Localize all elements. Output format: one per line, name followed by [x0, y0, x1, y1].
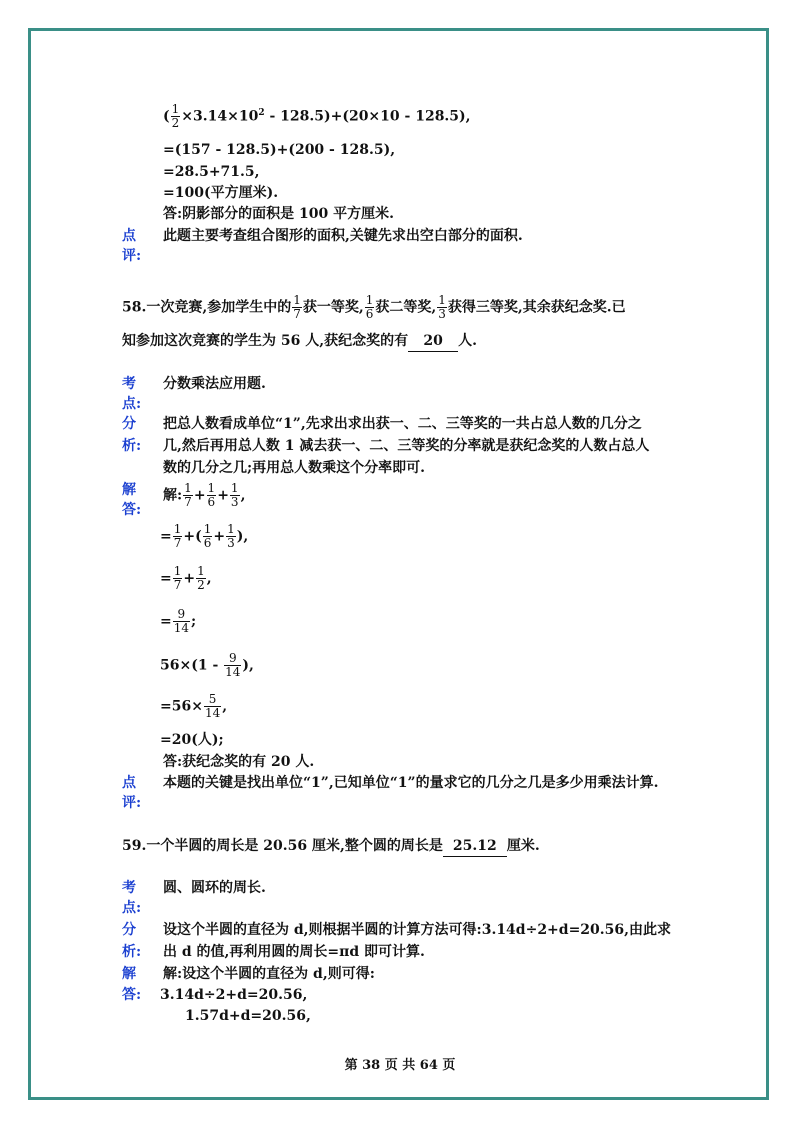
step-text: , [206, 570, 212, 587]
numerator: 1 [171, 102, 180, 117]
numerator: 5 [204, 693, 221, 707]
step-text: , [240, 487, 246, 504]
step-text: +( [183, 528, 202, 545]
denominator: 3 [227, 536, 235, 550]
denominator: 6 [365, 307, 374, 321]
exponent: 2 [258, 108, 265, 118]
numerator: 1 [230, 481, 239, 495]
denominator: 3 [230, 495, 239, 509]
numerator: 1 [173, 522, 182, 536]
jieda-label-2: 答: [122, 502, 142, 518]
question-text: 获一等奖, [302, 299, 364, 316]
numerator: 1 [197, 564, 205, 578]
step-text: =56× [160, 698, 203, 715]
eq-line-4: =100(平方厘米). [163, 185, 279, 201]
numerator: 1 [293, 293, 301, 307]
kaodian-label: 考 [122, 880, 136, 896]
question-59-line-1 [122, 836, 540, 857]
step-text: = [160, 570, 172, 587]
fraction [292, 294, 302, 321]
denominator: 6 [203, 536, 212, 550]
fraction [437, 294, 447, 321]
question-text: 厘米. [506, 838, 540, 854]
fraction [226, 523, 236, 550]
denominator: 7 [293, 307, 301, 321]
dianping-label: 点 [122, 775, 136, 791]
numerator: 1 [207, 481, 216, 495]
question-text: 获二等奖, [375, 299, 437, 316]
dianping-label-2: 评: [122, 795, 142, 811]
solution-step-3: = $\frac{1}{7}$ + $\frac{1}{2}$ , [160, 564, 212, 592]
question-text: 知参加这次竞赛的学生为 56 人,获纪念奖的有 [122, 333, 409, 349]
denominator: 2 [171, 116, 180, 131]
jieda-label-2: 答: [122, 987, 142, 1003]
fraction [171, 103, 181, 130]
answer-line: 答:阴影部分的面积是 100 平方厘米. [163, 206, 395, 222]
jieda-label: 解 [122, 482, 136, 498]
eq-line-2: =(157 - 128.5)+(200 - 128.5), [163, 142, 396, 158]
solution-step-1: 解: $\frac{1}{7}$ + $\frac{1}{6}$ + $\frac{1}{3}$ , [163, 481, 246, 509]
numerator: 1 [438, 293, 446, 307]
fraction [183, 482, 193, 509]
fenxi-label: 分 [122, 416, 136, 432]
kaodian-text: 圆、圆环的周长. [163, 880, 266, 896]
question-text: 人. [458, 333, 477, 349]
solution-step-7: =20(人); [160, 732, 224, 748]
step-text: 解: [163, 487, 183, 504]
kaodian-label-2: 点: [122, 900, 142, 916]
fraction [196, 565, 206, 592]
comment-label-2: 评: [122, 248, 142, 264]
solution-step-2: = $\frac{1}{7}$ +( $\frac{1}{6}$ + $\frac{1}{3}$ ), [160, 522, 249, 550]
answer-blank: 25.12 [443, 836, 507, 857]
jieda-label: 解 [122, 966, 136, 982]
solution-step-2: 3.14d÷2+d=20.56, [160, 987, 308, 1003]
fenxi-label-2: 析: [122, 438, 142, 454]
fenxi-label-2: 析: [122, 944, 142, 960]
fenxi-label: 分 [122, 922, 136, 938]
question-58-line-2 [122, 331, 477, 352]
eq-text: ( [163, 108, 170, 125]
numerator: 1 [227, 522, 235, 536]
fraction [230, 482, 240, 509]
numerator: 9 [224, 652, 241, 666]
denominator: 2 [197, 578, 205, 592]
step-text: 56×(1 - [160, 657, 224, 674]
kaodian-label-2: 点: [122, 396, 142, 412]
comment-text: 此题主要考查组合图形的面积,关键先求出空白部分的面积. [163, 228, 523, 244]
denominator: 14 [204, 706, 221, 720]
kaodian-label: 考 [122, 376, 136, 392]
question-text: 59.一个半圆的周长是 20.56 厘米,整个圆的周长是 [122, 838, 443, 854]
numerator: 9 [173, 608, 190, 622]
eq-line-3: =28.5+71.5, [163, 164, 260, 180]
solution-step-6 [160, 693, 227, 720]
eq-text: - 128.5)+(20×10 - 128.5), [264, 108, 471, 125]
step-text: , [222, 698, 228, 715]
denominator: 14 [225, 665, 241, 679]
fenxi-text-2: 出 d 的值,再利用圆的周长=πd 即可计算. [163, 944, 425, 960]
fraction [204, 693, 221, 720]
eq-line-1 [163, 103, 471, 130]
denominator: 6 [207, 495, 216, 509]
solution-step-4 [160, 608, 196, 635]
question-text: 58.一次竞赛,参加学生中的 [122, 299, 292, 316]
denominator: 7 [184, 495, 192, 509]
fenxi-text-3: 数的几分之几;再用总人数乘这个分率即可. [163, 460, 426, 476]
denominator: 7 [173, 536, 182, 550]
comment-label: 点 [122, 228, 136, 244]
eq-text: ×3.14×10 [181, 108, 259, 125]
fraction [173, 608, 190, 635]
fraction [173, 565, 183, 592]
question-58-line-1 [122, 294, 626, 321]
step-text: ), [242, 657, 254, 674]
solution-step-3: 1.57d+d=20.56, [185, 1008, 311, 1024]
numerator: 1 [365, 293, 374, 307]
step-text: ), [236, 528, 249, 545]
question-text: 获得三等奖,其余获纪念奖.已 [447, 299, 626, 316]
fraction [173, 523, 183, 550]
numerator: 1 [173, 564, 182, 578]
dianping-text: 本题的关键是找出单位“1”,已知单位“1”的量求它的几分之几是多少用乘法计算. [163, 775, 659, 791]
denominator: 7 [173, 578, 182, 592]
denominator: 3 [438, 307, 446, 321]
answer-line: 答:获纪念奖的有 20 人. [163, 754, 315, 770]
fraction [224, 652, 241, 679]
fraction [203, 523, 213, 550]
kaodian-text: 分数乘法应用题. [163, 376, 266, 392]
denominator: 14 [173, 621, 190, 635]
fraction [207, 482, 217, 509]
fraction [365, 294, 375, 321]
fenxi-text-1: 设这个半圆的直径为 d,则根据半圆的计算方法可得:3.14d÷2+d=20.56,由此求 [163, 922, 672, 938]
solution-step-1: 解:设这个半圆的直径为 d,则可得: [163, 966, 375, 982]
solution-step-5 [160, 652, 254, 679]
numerator: 1 [203, 522, 212, 536]
step-text: ; [191, 613, 197, 630]
numerator: 1 [184, 481, 192, 495]
step-text: = [160, 613, 172, 630]
page-footer: 第 38 页 共 64 页 [344, 1058, 456, 1073]
answer-blank: 20 [408, 331, 458, 352]
step-text: = [160, 528, 172, 545]
fenxi-text-2: 几,然后再用总人数 1 减去获一、二、三等奖的分率就是获纪念奖的人数占总人 [163, 438, 650, 454]
fenxi-text-1: 把总人数看成单位“1”,先求出求出获一、二、三等奖的一共占总人数的几分之 [163, 416, 642, 432]
